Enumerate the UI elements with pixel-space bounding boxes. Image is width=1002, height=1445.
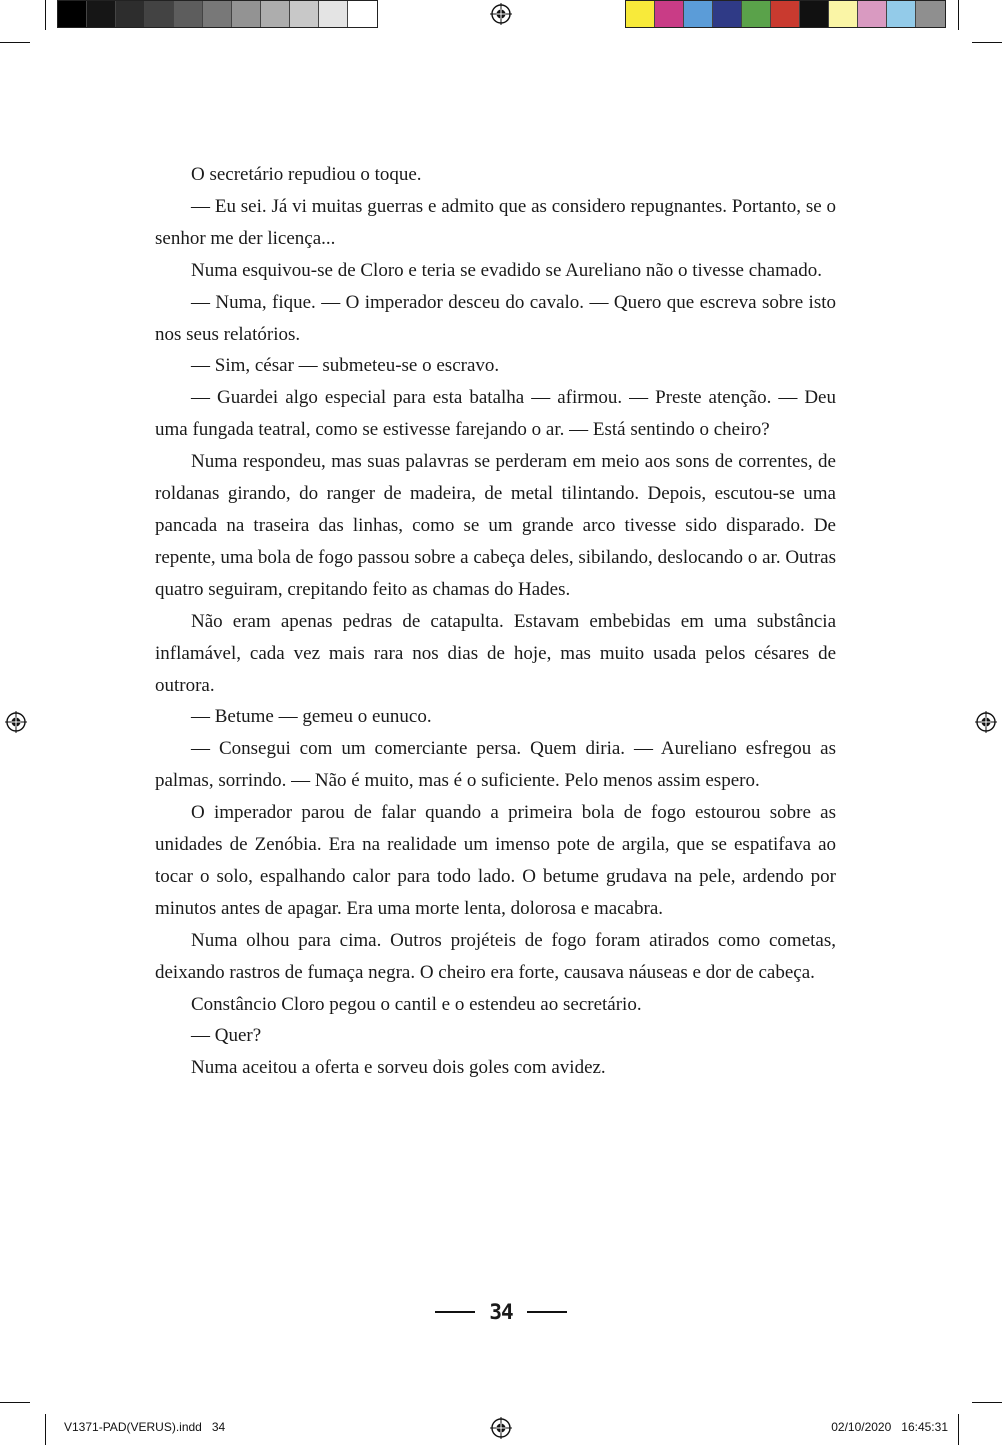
crop-mark-top-right-horizontal [972, 42, 1002, 43]
color-swatch [684, 1, 713, 27]
color-swatch [887, 1, 916, 27]
grayscale-color-bar [57, 0, 378, 28]
folio-rule-right [527, 1311, 567, 1313]
crop-mark-top-left-horizontal [0, 42, 30, 43]
paragraph: Numa olhou para cima. Outros projéteis de fogo foram atirados como cometas, deixando rastros de fumaça negra. O cheiro era forte, causava náuseas e dor de cabeça. [155, 929, 836, 983]
gray-swatch [348, 1, 377, 27]
crop-mark-bottom-right-vertical [958, 1414, 959, 1445]
process-color-bar [625, 0, 946, 28]
crop-mark-top-left-vertical [45, 0, 46, 30]
paragraph: — Betume — gemeu o eunuco. [191, 706, 432, 728]
paragraph: — Sim, césar — submeteu-se o escravo. [191, 355, 500, 377]
page-number-folio [0, 1300, 1002, 1324]
paragraph: — Numa, fique. — O imperador desceu do cavalo. — Quero que escreva sobre isto nos seus relatórios. [155, 291, 836, 345]
paragraph: Numa respondeu, mas suas palavras se perderam em meio aos sons de correntes, de roldanas girando, do ranger de madeira, de metal tilintando. Depois, escutou-se uma pancada na traseira das linhas, como se um grande arco tivesse sido disparado. De repente, uma bola de fogo passou sobre a cabeça deles, sibilando, deslocando o ar. Outras quatro seguiram, crepitando feito as chamas do Hades. [155, 451, 836, 600]
gray-swatch [87, 1, 116, 27]
paragraph: Numa aceitou a oferta e sorveu dois goles com avidez. [191, 1057, 606, 1079]
gray-swatch [232, 1, 261, 27]
crop-mark-bottom-left-vertical [45, 1414, 46, 1445]
paragraph: Constâncio Cloro pegou o cantil e o estendeu ao secretário. [191, 993, 642, 1015]
paragraph: Não eram apenas pedras de catapulta. Estavam embebidas em uma substância inflamável, cada vez mais rara nos dias de hoje, mas muito usada pelos césares de outrora. [155, 610, 836, 696]
paragraph: — Quer? [191, 1025, 262, 1047]
color-swatch [858, 1, 887, 27]
color-swatch [916, 1, 945, 27]
gray-swatch [203, 1, 232, 27]
gray-swatch [174, 1, 203, 27]
paragraph: — Consegui com um comerciante persa. Quem diria. — Aureliano esfregou as palmas, sorrindo. — Não é muito, mas é o suficiente. Pelo menos assim espero. [155, 738, 836, 792]
paragraph: — Guardei algo especial para esta batalha — afirmou. — Preste atenção. — Deu uma fungada teatral, como se estivesse farejando o ar. — Está sentindo o cheiro? [155, 387, 836, 441]
registration-mark-icon [490, 1417, 512, 1439]
registration-mark-icon [5, 711, 27, 733]
gray-swatch [58, 1, 87, 27]
slug-timestamp: 02/10/2020 16:45:31 [831, 1420, 948, 1434]
crop-mark-bottom-left-horizontal [0, 1402, 30, 1403]
color-swatch [829, 1, 858, 27]
slug-file-name: V1371-PAD(VERUS).indd 34 [64, 1420, 226, 1434]
color-swatch [742, 1, 771, 27]
gray-swatch [116, 1, 145, 27]
color-swatch [771, 1, 800, 27]
gray-swatch [290, 1, 319, 27]
paragraph: O secretário repudiou o toque. [191, 164, 422, 185]
registration-mark-icon [975, 711, 997, 733]
gray-swatch [261, 1, 290, 27]
body-text [155, 159, 836, 1084]
paragraph: Numa esquivou-se de Cloro e teria se evadido se Aureliano não o tivesse chamado. [191, 259, 823, 281]
color-swatch [626, 1, 655, 27]
color-swatch [800, 1, 829, 27]
page-number: 34 [489, 1300, 513, 1324]
registration-mark-icon [490, 3, 512, 25]
paragraph: — Eu sei. Já vi muitas guerras e admito que as considero repugnantes. Portanto, se o senhor me der licença... [155, 195, 836, 249]
gray-swatch [145, 1, 174, 27]
paragraph: O imperador parou de falar quando a primeira bola de fogo estourou sobre as unidades de Zenóbia. Era na realidade um imenso pote de argila, que se espatifava ao tocar o solo, espalhando calor para todo lado. O betume grudava na pele, ardendo por minutos antes de apagar. Era uma morte lenta, dolorosa e macabra. [155, 802, 836, 919]
color-swatch [713, 1, 742, 27]
crop-mark-bottom-right-horizontal [972, 1402, 1002, 1403]
color-swatch [655, 1, 684, 27]
folio-rule-left [435, 1311, 475, 1313]
crop-mark-top-right-vertical [958, 0, 959, 30]
gray-swatch [319, 1, 348, 27]
